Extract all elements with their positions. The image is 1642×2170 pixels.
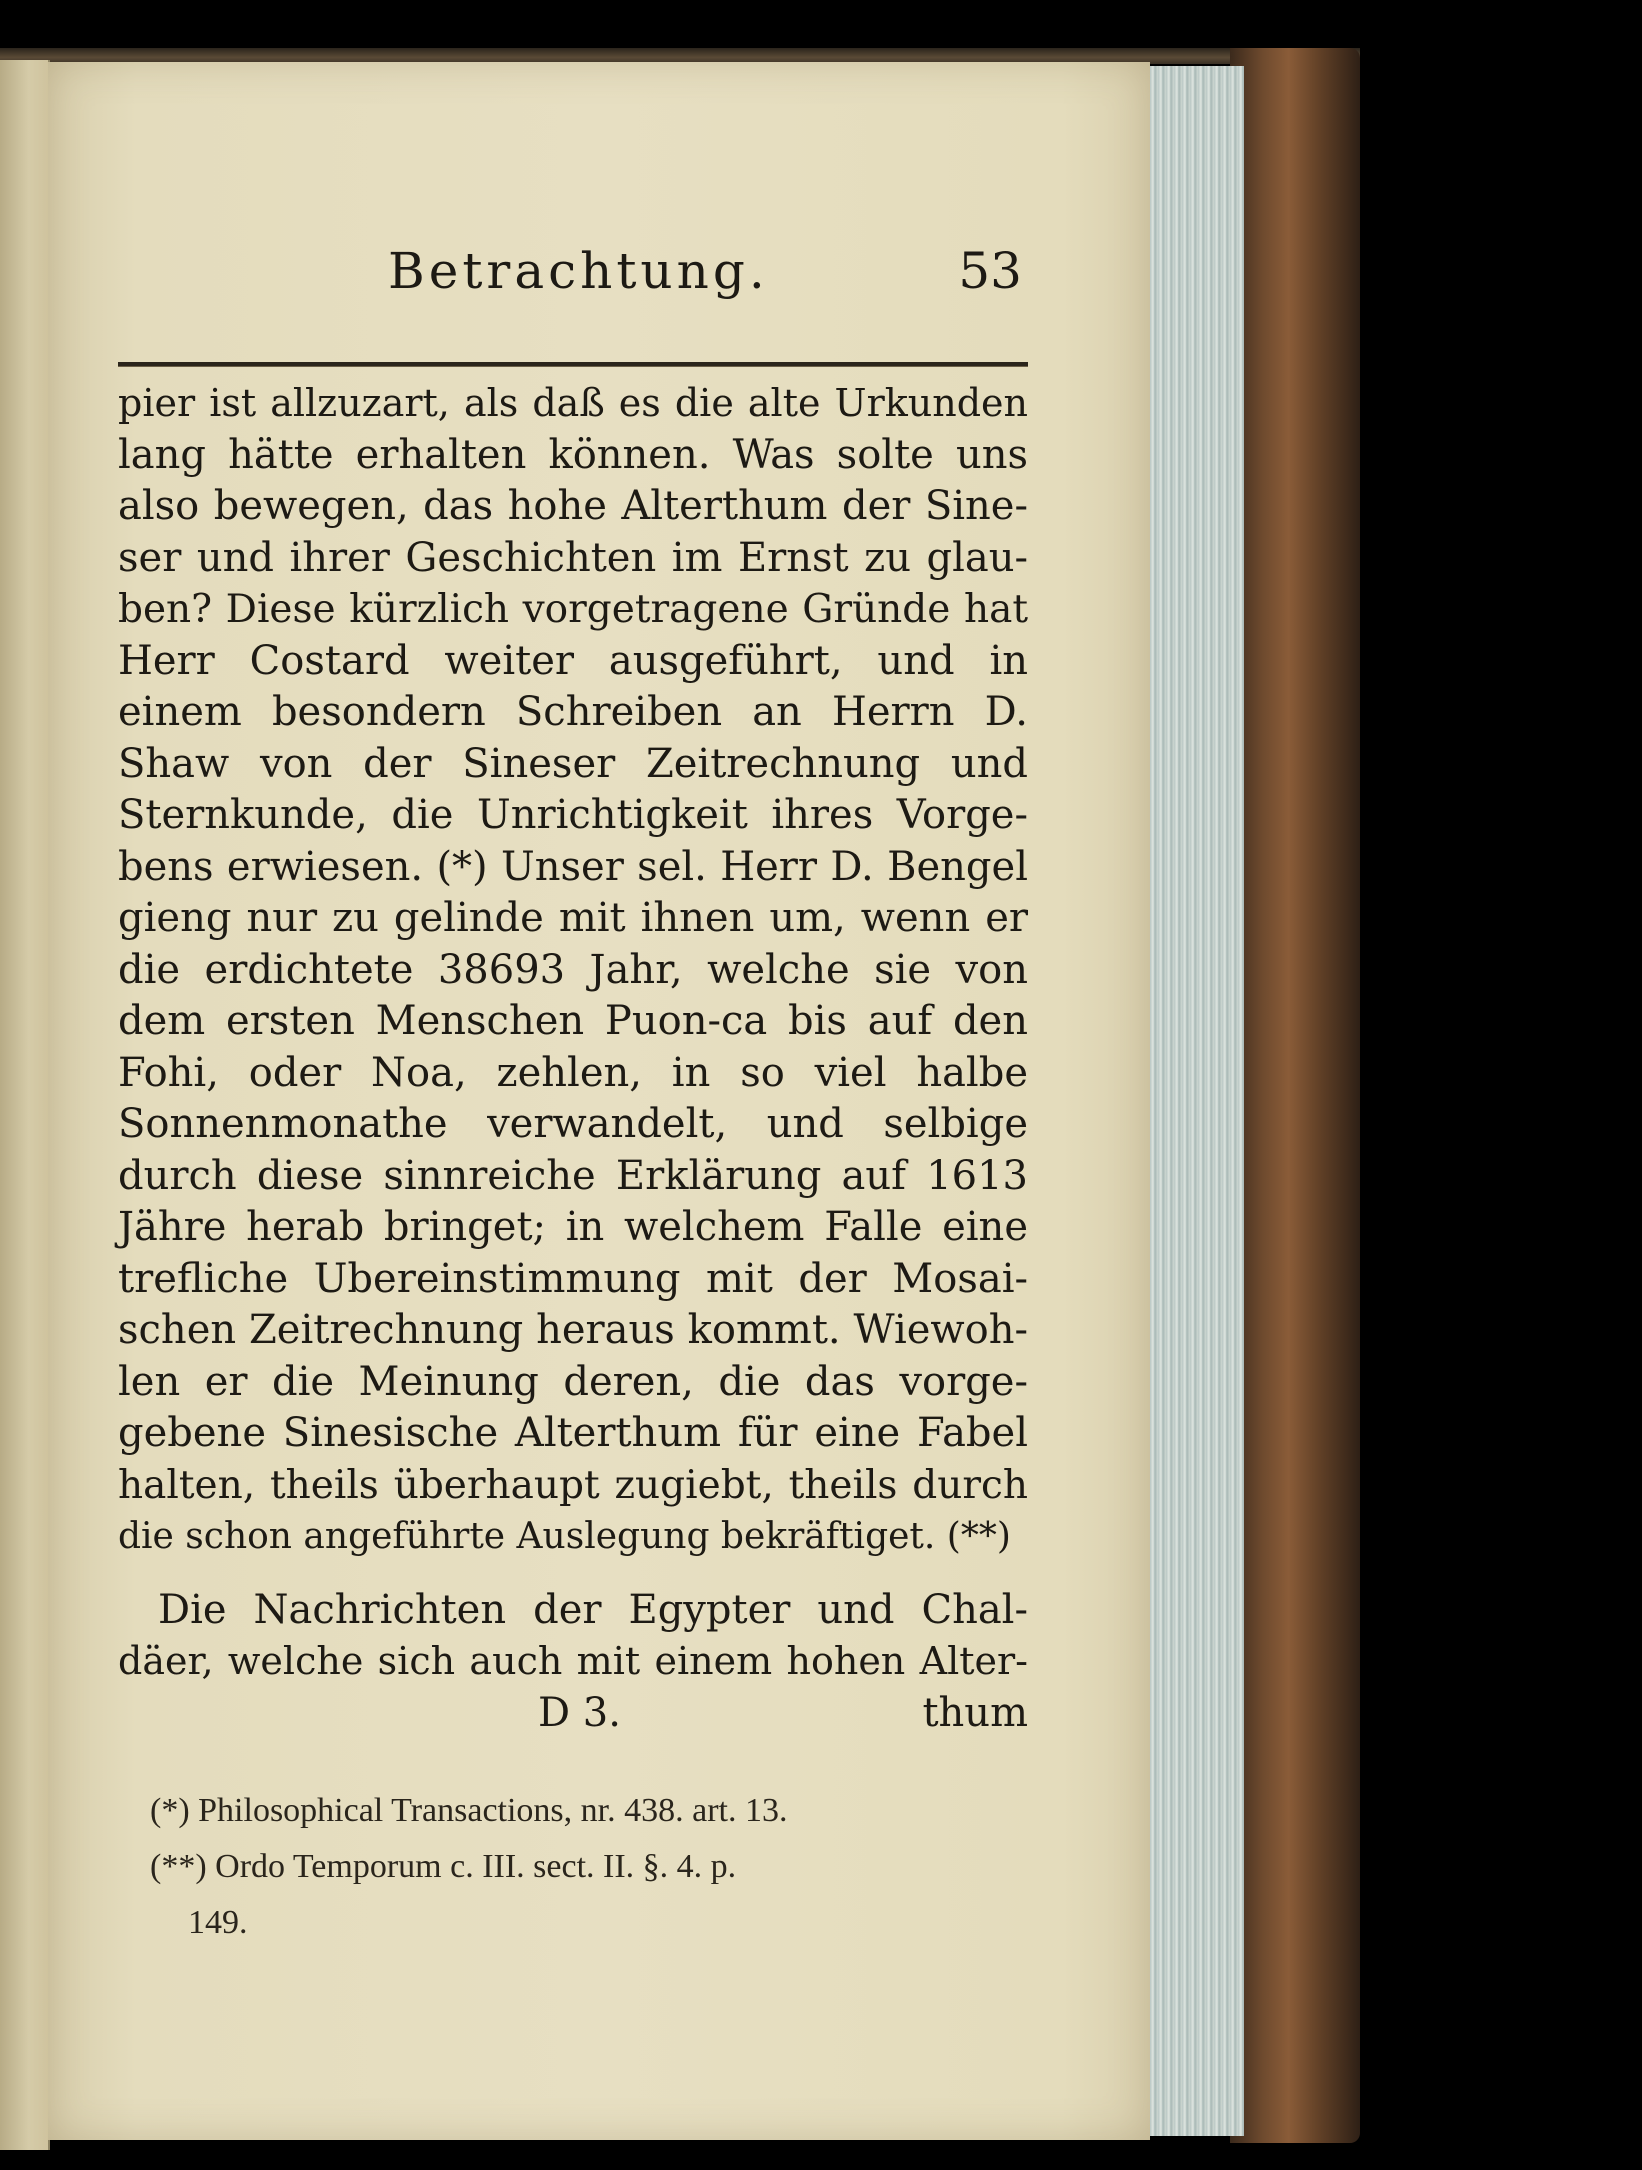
text-line: durch diese sinnreiche Erklärung auf 1613 — [118, 1152, 1028, 1199]
paragraph-2 — [118, 1585, 1028, 1688]
text-line: trefliche Ubereinstimmung mit der Mosai- — [118, 1255, 1028, 1302]
catchword: thum — [922, 1689, 1028, 1736]
footnote: (*) Philosophical Transactions, nr. 438. art. 13. — [150, 1792, 788, 1829]
body-text — [118, 378, 1028, 1951]
page-fore-edge — [1150, 66, 1244, 2136]
running-title: Betrachtung. — [388, 242, 769, 300]
text-line: Shaw von der Sineser Zeitrechnung und — [118, 740, 1028, 787]
text-line: Herr Costard weiter ausgeführt, und in — [118, 637, 1028, 684]
text-line: ser und ihrer Geschichten im Ernst zu glau- — [118, 534, 1028, 581]
text-line: also bewegen, das hohe Alterthum der Sine- — [118, 483, 1028, 529]
page-number: 53 — [958, 242, 1022, 300]
book-cover-board — [1230, 48, 1360, 2143]
text-line: gieng nur zu gelinde mit ihnen um, wenn er — [118, 895, 1028, 941]
text-line: len er die Meinung deren, die das vorge- — [118, 1358, 1028, 1405]
text-line: Sternkunde, die Unrichtigkeit ihres Vorge- — [118, 792, 1028, 838]
text-line: gebene Sinesische Alterthum für eine Fabel — [118, 1410, 1028, 1456]
text-line: däer, welche sich auch mit einem hohen Alter- — [118, 1639, 1028, 1683]
text-line: Die Nachrichten der Egypter und Chal- — [158, 1586, 1028, 1633]
text-line: die erdichtete 38693 Jahr, welche sie von — [118, 946, 1028, 993]
text-line: Fohi, oder Noa, zehlen, in so viel halbe — [118, 1049, 1028, 1096]
text-line: Jähre herab bringet; in welchem Falle eine — [118, 1204, 1028, 1250]
header-rule — [118, 362, 1028, 367]
text-line: ben? Diese kürzlich vorgetragene Gründe hat — [118, 587, 1028, 632]
paragraph-1 — [118, 378, 1028, 1563]
text-block — [118, 230, 1028, 1941]
text-line: bens erwiesen. (*) Unser sel. Herr D. Bengel — [118, 843, 1028, 890]
footnotes — [118, 1783, 1028, 1951]
text-line: schen Zeitrechnung heraus kommt. Wiewoh- — [118, 1307, 1028, 1353]
signature-mark: D 3. — [538, 1689, 621, 1736]
text-line: Sonnenmonathe verwandelt, und selbige — [118, 1101, 1028, 1147]
text-line: einem besondern Schreiben an Herrn D. — [118, 689, 1028, 735]
previous-page-edge — [0, 60, 50, 2150]
signature-line — [118, 1688, 1028, 1740]
book-page — [48, 62, 1150, 2140]
text-line: halten, theils überhaupt zugiebt, theils durch — [118, 1462, 1028, 1508]
footnote: (**) Ordo Temporum c. III. sect. II. §. 4. p. — [150, 1848, 737, 1885]
text-line: dem ersten Menschen Puon-ca bis auf den — [118, 998, 1028, 1044]
footnote-continuation: 149. — [188, 1904, 248, 1941]
text-line: pier ist allzuzart, als daß es die alte Urkunden — [118, 381, 1028, 425]
text-line: die schon angeführte Auslegung bekräftiget. (**) — [118, 1516, 1011, 1557]
page-header — [118, 230, 1028, 310]
text-line: lang hätte erhalten können. Was solte uns — [118, 431, 1028, 478]
